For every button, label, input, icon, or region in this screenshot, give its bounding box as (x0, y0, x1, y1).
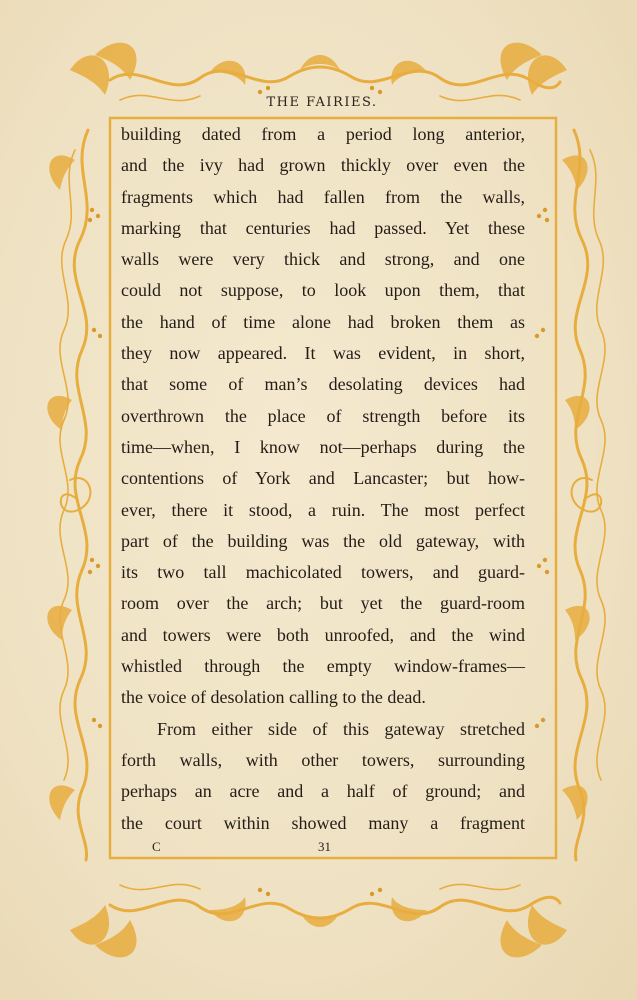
text-line: time—when, I know not—perhaps during the (121, 436, 525, 457)
text-line: could not suppose, to look upon them, that (121, 280, 525, 301)
text-line: the hand of time alone had broken them as (121, 311, 525, 332)
text-line: they now appeared. It was evident, in short, (121, 343, 525, 364)
text-line: the court within showed many a fragment (121, 812, 525, 833)
text-line: ever, there it stood, a ruin. The most perfect (121, 499, 525, 520)
text-line: whistled through the empty window-frames— (121, 656, 525, 677)
text-line: the voice of desolation calling to the dead. (121, 687, 426, 708)
text-line: part of the building was the old gateway, with (121, 530, 525, 551)
text-line: forth walls, with other towers, surrounding (121, 749, 525, 770)
text-line: contentions of York and Lancaster; but how- (121, 468, 525, 489)
body-text (121, 119, 525, 839)
text-line: From either side of this gateway stretched (157, 718, 525, 739)
text-line: room over the arch; but yet the guard-room (121, 593, 525, 614)
text-line: its two tall machicolated towers, and guard- (121, 562, 525, 583)
text-line: perhaps an acre and a half of ground; and (121, 781, 525, 802)
signature-mark: C (152, 839, 161, 854)
text-line: and the ivy had grown thickly over even the (121, 155, 525, 176)
running-header: THE FAIRIES. (266, 95, 378, 110)
text-line: and towers were both unroofed, and the wind (121, 624, 525, 645)
text-line: fragments which had fallen from the walls, (121, 186, 525, 207)
text-line: that some of man’s desolating devices had (121, 374, 525, 395)
text-line: overthrown the place of strength before its (121, 405, 525, 426)
text-line: marking that centuries had passed. Yet these (121, 217, 525, 238)
page-number: 31 (318, 839, 331, 854)
text-line: walls were very thick and strong, and one (121, 249, 525, 270)
text-line: building dated from a period long anterior, (121, 124, 525, 144)
